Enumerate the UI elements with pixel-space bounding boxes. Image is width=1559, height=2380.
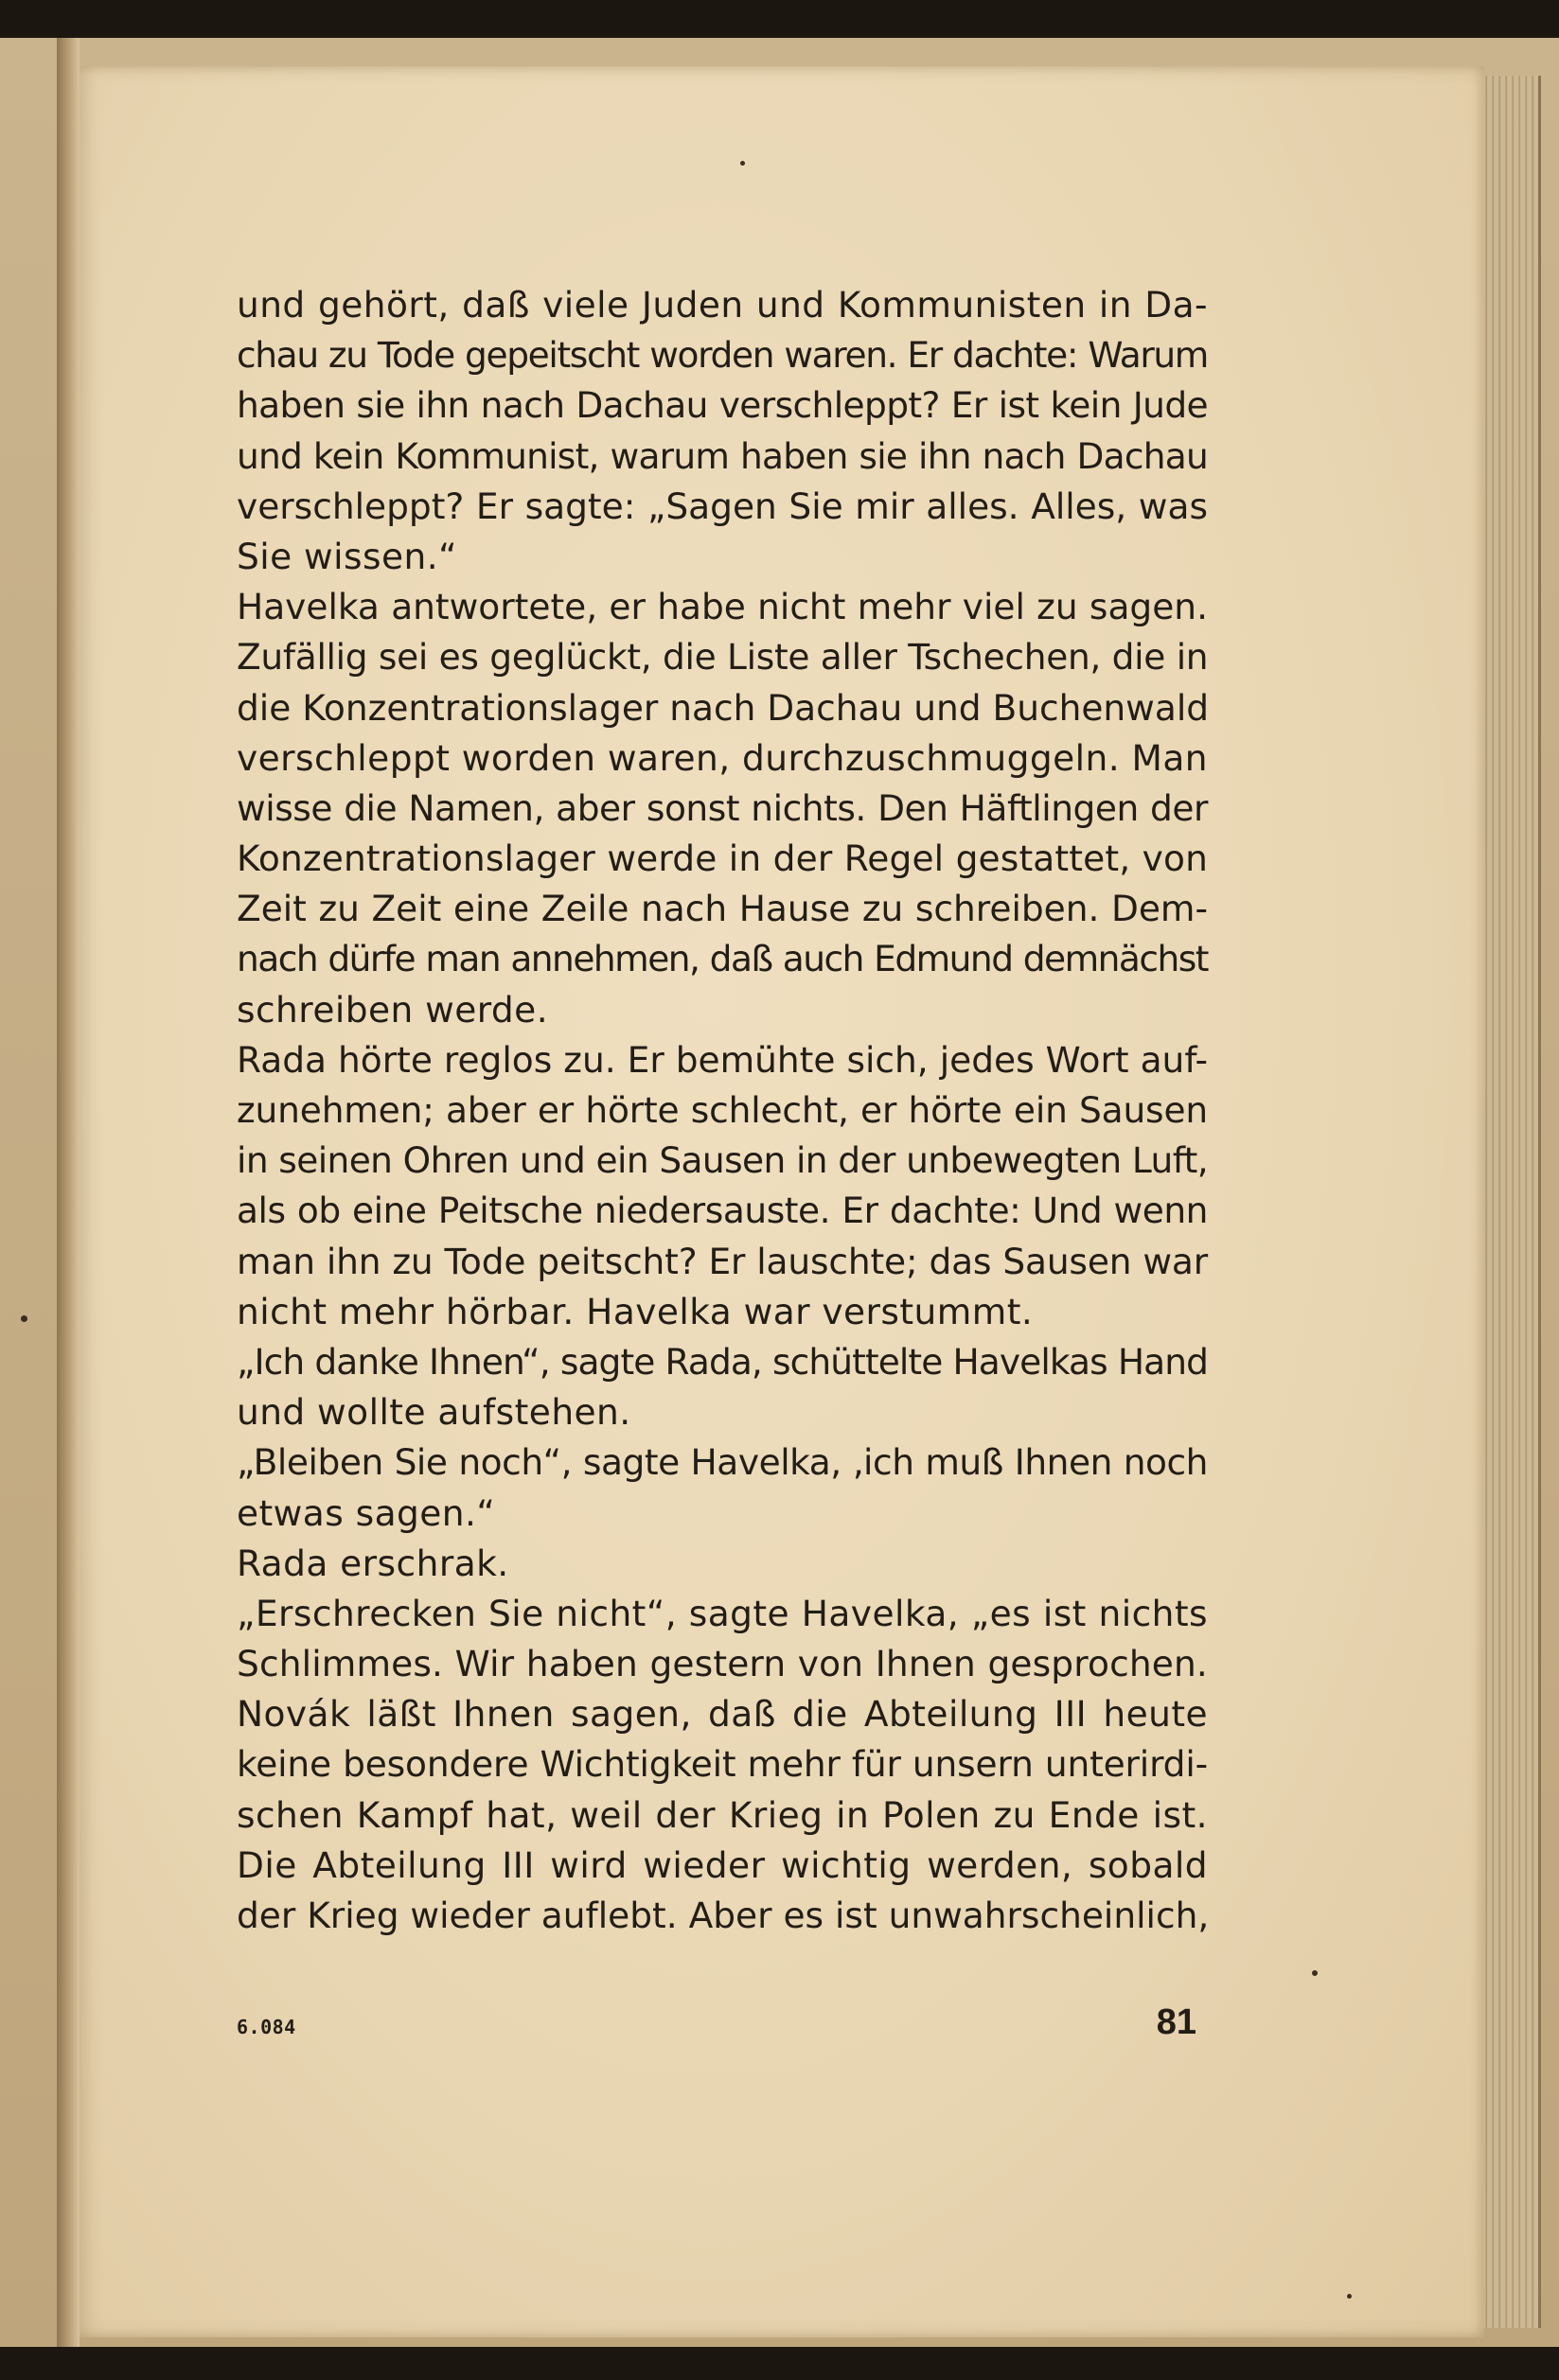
text-line: haben sie ihn nach Dachau verschleppt? Er ist kein Jude xyxy=(237,384,1208,427)
text-line: Havelka antwortete, er habe nicht mehr viel zu sagen. xyxy=(237,586,1208,628)
printer-signature: 6.084 xyxy=(237,2016,296,2038)
text-line: etwas sagen.“ xyxy=(237,1491,496,1534)
text-line: Zufällig sei es geglückt, die Liste aller Tschechen, die in xyxy=(237,636,1209,679)
paper-speck xyxy=(740,161,745,166)
page-edges xyxy=(1481,76,1541,2328)
paper-speck xyxy=(1312,1970,1318,1976)
text-line: Schlimmes. Wir haben gestern von Ihnen gesprochen. xyxy=(237,1643,1208,1685)
text-line: Sie wissen.“ xyxy=(237,535,457,577)
text-line: Die Abteilung III wird wieder wichtig werden, sobald xyxy=(237,1843,1208,1886)
page-number: 81 xyxy=(1156,2002,1196,2042)
text-line: verschleppt? Er sagte: „Sagen Sie mir alles. Alles, was xyxy=(237,485,1208,527)
text-line: „Bleiben Sie noch“, sagte Havelka, ‚ich muß Ihnen noch xyxy=(237,1441,1208,1484)
text-line: verschleppt worden waren, durchzuschmuggeln. Man xyxy=(237,736,1208,779)
text-line: in seinen Ohren und ein Sausen in der unbewegten Luft, xyxy=(237,1139,1209,1182)
text-line: die Konzentrationslager nach Dachau und Buchenwald xyxy=(237,686,1210,729)
text-line: nach dürfe man annehmen, daß auch Edmund demnächst xyxy=(237,938,1208,980)
paper-speck xyxy=(1347,2294,1352,2299)
text-line: „Erschrecken Sie nicht“, sagte Havelka, „es ist nichts xyxy=(237,1592,1208,1634)
text-line: Zeit zu Zeit eine Zeile nach Hause zu schreiben. Dem- xyxy=(237,888,1208,930)
text-line: und kein Kommunist, warum haben sie ihn nach Dachau xyxy=(237,434,1208,477)
text-line: Novák läßt Ihnen sagen, daß die Abteilung III heute xyxy=(237,1693,1208,1736)
text-line: wisse die Namen, aber sonst nichts. Den Häftlingen der xyxy=(237,786,1208,829)
body-text xyxy=(237,280,1208,1941)
text-line: schreiben werde. xyxy=(237,988,549,1031)
text-line: zunehmen; aber er hörte schlecht, er hörte ein Sausen xyxy=(237,1089,1208,1131)
text-line: nicht mehr hörbar. Havelka war verstummt. xyxy=(237,1290,1034,1332)
text-line: keine besondere Wichtigkeit mehr für unsern unterirdi- xyxy=(237,1743,1208,1786)
text-line: und wollte aufstehen. xyxy=(237,1391,631,1434)
text-line: man ihn zu Tode peitscht? Er lauschte; das Sausen war xyxy=(237,1240,1208,1282)
text-line: und gehört, daß viele Juden und Kommunisten in Da- xyxy=(237,284,1208,326)
text-line: Konzentrationslager werde in der Regel gestattet, von xyxy=(237,837,1208,880)
paper-speck xyxy=(21,1315,27,1322)
text-line: Rada hörte reglos zu. Er bemühte sich, jedes Wort auf- xyxy=(237,1038,1208,1081)
text-line: Rada erschrak. xyxy=(237,1542,509,1584)
book-gutter xyxy=(57,38,80,2347)
page-footer xyxy=(237,2002,1208,2059)
text-line: der Krieg wieder auflebt. Aber es ist unwahrscheinlich, xyxy=(237,1895,1210,1936)
text-line: schen Kampf hat, weil der Krieg in Polen zu Ende ist. xyxy=(237,1793,1208,1836)
text-line: chau zu Tode gepeitscht worden waren. Er dachte: Warum xyxy=(237,334,1208,377)
text-line: „Ich danke Ihnen“, sagte Rada, schüttelte Havelkas Hand xyxy=(237,1340,1208,1383)
text-line: als ob eine Peitsche niedersauste. Er dachte: Und wenn xyxy=(237,1190,1208,1232)
